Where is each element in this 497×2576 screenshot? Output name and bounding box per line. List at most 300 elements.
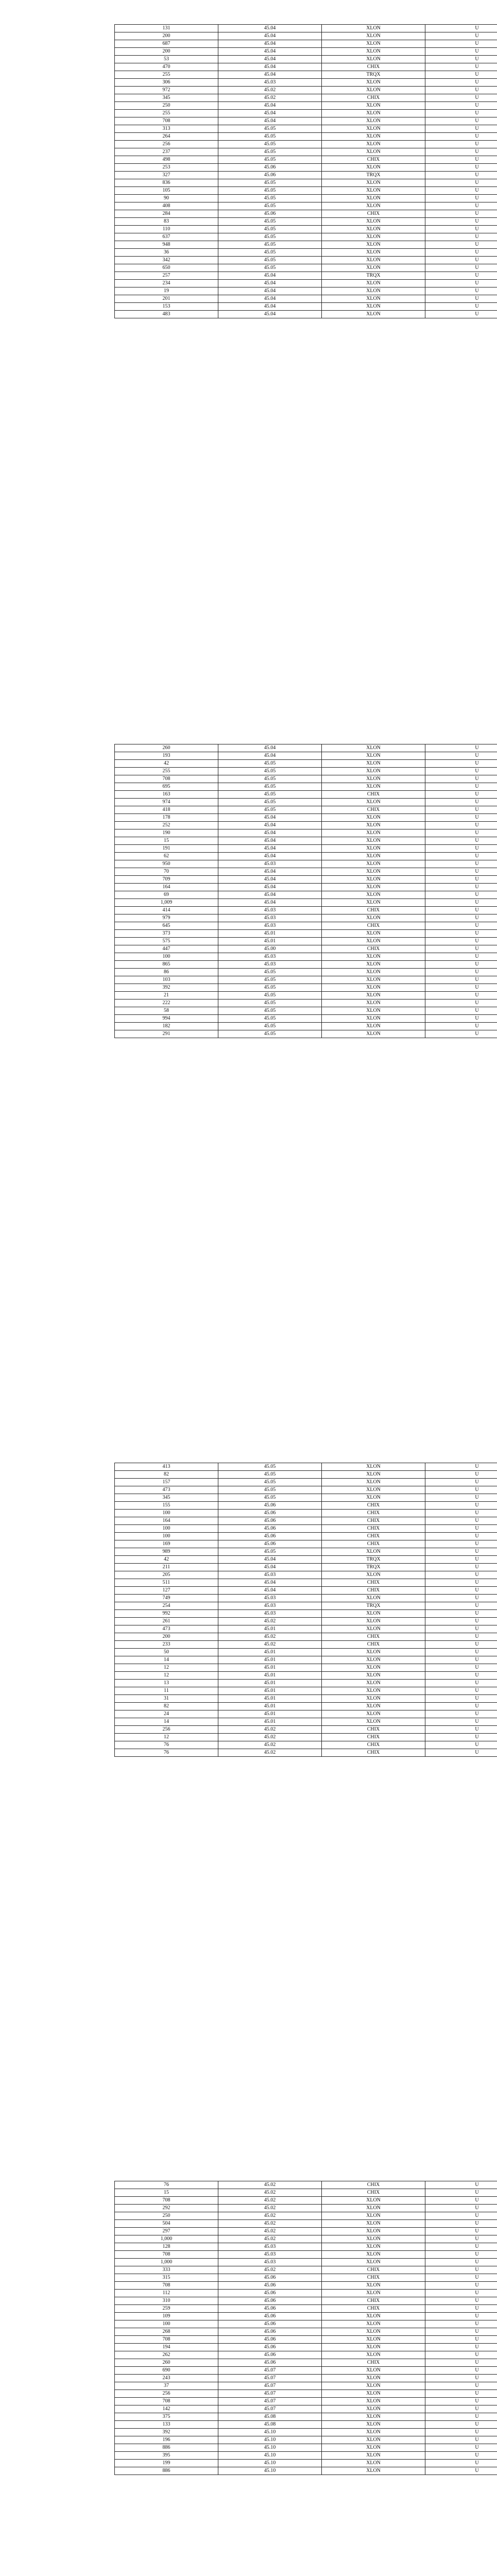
volume-cell: 989 xyxy=(115,1548,218,1556)
currency-cell: U xyxy=(425,914,497,922)
venue-cell: CHIX xyxy=(322,1510,425,1517)
price-cell: 45.03 xyxy=(218,1571,322,1579)
venue-cell: XLON xyxy=(322,1687,425,1695)
currency-cell: U xyxy=(425,938,497,945)
table-row xyxy=(115,1540,497,1548)
venue-cell: XLON xyxy=(322,992,425,999)
table-row xyxy=(115,2367,497,2375)
price-cell: 45.06 xyxy=(218,1533,322,1540)
price-cell: 45.05 xyxy=(218,195,322,202)
venue-cell: XLON xyxy=(322,752,425,760)
venue-cell: XLON xyxy=(322,837,425,845)
venue-cell: XLON xyxy=(322,860,425,868)
venue-cell: TRQX xyxy=(322,1602,425,1610)
table-row xyxy=(115,226,497,233)
currency-cell: U xyxy=(425,2235,497,2243)
table-row xyxy=(115,999,497,1007)
volume-cell: 53 xyxy=(115,56,218,63)
volume-cell: 708 xyxy=(115,2398,218,2405)
venue-cell: XLON xyxy=(322,1007,425,1015)
table-row xyxy=(115,2189,497,2197)
table-row xyxy=(115,1525,497,1533)
venue-cell: XLON xyxy=(322,1595,425,1602)
table-row xyxy=(115,992,497,999)
table-row xyxy=(115,922,497,930)
price-cell: 45.07 xyxy=(218,2367,322,2375)
price-cell: 45.05 xyxy=(218,1494,322,1502)
currency-cell: U xyxy=(425,1656,497,1664)
price-cell: 45.01 xyxy=(218,1695,322,1703)
price-cell: 45.04 xyxy=(218,744,322,752)
volume-cell: 256 xyxy=(115,1726,218,1734)
venue-cell: XLON xyxy=(322,1471,425,1479)
price-cell: 45.05 xyxy=(218,179,322,187)
currency-cell: U xyxy=(425,1734,497,1741)
currency-cell: U xyxy=(425,1726,497,1734)
currency-cell: U xyxy=(425,1479,497,1486)
price-cell: 45.04 xyxy=(218,822,322,829)
price-cell: 45.05 xyxy=(218,249,322,257)
table-row xyxy=(115,1517,497,1525)
volume-cell: 100 xyxy=(115,953,218,961)
currency-cell: U xyxy=(425,210,497,218)
volume-cell: 24 xyxy=(115,1710,218,1718)
price-cell: 45.05 xyxy=(218,125,322,133)
table-row xyxy=(115,945,497,953)
volume-cell: 70 xyxy=(115,868,218,876)
price-cell: 45.08 xyxy=(218,2413,322,2421)
currency-cell: U xyxy=(425,241,497,249)
venue-cell: CHIX xyxy=(322,1579,425,1587)
price-cell: 45.10 xyxy=(218,2460,322,2467)
venue-cell: XLON xyxy=(322,1680,425,1687)
price-cell: 45.07 xyxy=(218,2405,322,2413)
table-row xyxy=(115,2259,497,2266)
table-row xyxy=(115,1548,497,1556)
volume-cell: 15 xyxy=(115,837,218,845)
table-row xyxy=(115,1680,497,1687)
price-cell: 45.06 xyxy=(218,164,322,172)
currency-cell: U xyxy=(425,1710,497,1718)
venue-cell: XLON xyxy=(322,1571,425,1579)
price-cell: 45.03 xyxy=(218,2251,322,2259)
currency-cell: U xyxy=(425,2328,497,2336)
volume-cell: 708 xyxy=(115,2282,218,2290)
table-row xyxy=(115,2413,497,2421)
price-cell: 45.05 xyxy=(218,799,322,806)
venue-cell: CHIX xyxy=(322,1533,425,1540)
table-row xyxy=(115,2429,497,2436)
currency-cell: U xyxy=(425,2297,497,2305)
venue-cell: XLON xyxy=(322,141,425,148)
price-cell: 45.06 xyxy=(218,2313,322,2320)
table-row xyxy=(115,2467,497,2475)
currency-cell: U xyxy=(425,1463,497,1471)
currency-cell: U xyxy=(425,2413,497,2421)
table-row xyxy=(115,280,497,287)
currency-cell: U xyxy=(425,775,497,783)
currency-cell: U xyxy=(425,2429,497,2436)
currency-cell: U xyxy=(425,1741,497,1749)
table-row xyxy=(115,249,497,257)
venue-cell: XLON xyxy=(322,226,425,233)
price-cell: 45.05 xyxy=(218,1030,322,1038)
venue-cell: XLON xyxy=(322,783,425,791)
venue-cell: XLON xyxy=(322,303,425,311)
price-cell: 45.02 xyxy=(218,1734,322,1741)
volume-cell: 14 xyxy=(115,1718,218,1726)
price-cell: 45.05 xyxy=(218,202,322,210)
volume-cell: 470 xyxy=(115,63,218,71)
currency-cell: U xyxy=(425,2266,497,2274)
table-row xyxy=(115,961,497,969)
price-cell: 45.02 xyxy=(218,2205,322,2212)
currency-cell: U xyxy=(425,2220,497,2228)
table-row xyxy=(115,1610,497,1618)
venue-cell: XLON xyxy=(322,845,425,853)
volume-cell: 250 xyxy=(115,2212,218,2220)
currency-cell: U xyxy=(425,2259,497,2266)
currency-cell: U xyxy=(425,1571,497,1579)
volume-cell: 243 xyxy=(115,2375,218,2382)
price-cell: 45.06 xyxy=(218,1517,322,1525)
venue-cell: CHIX xyxy=(322,1587,425,1595)
venue-cell: CHIX xyxy=(322,1641,425,1649)
venue-cell: XLON xyxy=(322,2413,425,2421)
volume-cell: 708 xyxy=(115,2251,218,2259)
venue-cell: XLON xyxy=(322,295,425,303)
volume-cell: 259 xyxy=(115,2305,218,2313)
venue-cell: XLON xyxy=(322,287,425,295)
venue-cell: XLON xyxy=(322,914,425,922)
currency-cell: U xyxy=(425,280,497,287)
volume-cell: 31 xyxy=(115,1695,218,1703)
price-cell: 45.04 xyxy=(218,845,322,853)
venue-cell: XLON xyxy=(322,2421,425,2429)
table-row xyxy=(115,1602,497,1610)
currency-cell: U xyxy=(425,853,497,860)
volume-cell: 201 xyxy=(115,295,218,303)
price-cell: 45.02 xyxy=(218,1741,322,1749)
volume-cell: 262 xyxy=(115,2351,218,2359)
venue-cell: XLON xyxy=(322,1015,425,1023)
table-row xyxy=(115,2359,497,2367)
venue-cell: XLON xyxy=(322,2405,425,2413)
table-row xyxy=(115,94,497,102)
currency-cell: U xyxy=(425,1641,497,1649)
venue-cell: XLON xyxy=(322,961,425,969)
price-cell: 45.05 xyxy=(218,156,322,164)
venue-cell: XLON xyxy=(322,829,425,837)
price-cell: 45.04 xyxy=(218,884,322,891)
volume-cell: 315 xyxy=(115,2274,218,2282)
price-cell: 45.05 xyxy=(218,775,322,783)
venue-cell: XLON xyxy=(322,1610,425,1618)
volume-cell: 182 xyxy=(115,1023,218,1030)
price-cell: 45.03 xyxy=(218,953,322,961)
currency-cell: U xyxy=(425,984,497,992)
venue-cell: XLON xyxy=(322,969,425,976)
price-cell: 45.06 xyxy=(218,1525,322,1533)
currency-cell: U xyxy=(425,922,497,930)
venue-cell: XLON xyxy=(322,1672,425,1680)
price-cell: 45.03 xyxy=(218,914,322,922)
price-cell: 45.04 xyxy=(218,40,322,48)
venue-cell: TRQX xyxy=(322,1556,425,1564)
table-row xyxy=(115,938,497,945)
table-row xyxy=(115,1656,497,1664)
price-cell: 45.06 xyxy=(218,2297,322,2305)
table-row xyxy=(115,2328,497,2336)
table-row xyxy=(115,202,497,210)
venue-cell: CHIX xyxy=(322,156,425,164)
price-cell: 45.01 xyxy=(218,1649,322,1656)
table-row xyxy=(115,2290,497,2297)
price-cell: 45.04 xyxy=(218,1579,322,1587)
venue-cell: XLON xyxy=(322,976,425,984)
currency-cell: U xyxy=(425,837,497,845)
volume-cell: 169 xyxy=(115,1540,218,1548)
venue-cell: XLON xyxy=(322,2320,425,2328)
venue-cell: XLON xyxy=(322,179,425,187)
table-row xyxy=(115,744,497,752)
currency-cell: U xyxy=(425,110,497,117)
volume-cell: 200 xyxy=(115,1633,218,1641)
venue-cell: CHIX xyxy=(322,63,425,71)
table-row xyxy=(115,2444,497,2452)
venue-cell: XLON xyxy=(322,1023,425,1030)
venue-cell: XLON xyxy=(322,1625,425,1633)
venue-cell: CHIX xyxy=(322,2266,425,2274)
volume-cell: 992 xyxy=(115,1610,218,1618)
trade-table xyxy=(114,24,497,318)
price-cell: 45.05 xyxy=(218,791,322,799)
price-cell: 45.10 xyxy=(218,2444,322,2452)
venue-cell: XLON xyxy=(322,218,425,226)
table-row xyxy=(115,1587,497,1595)
venue-cell: XLON xyxy=(322,2205,425,2212)
volume-cell: 310 xyxy=(115,2297,218,2305)
currency-cell: U xyxy=(425,2436,497,2444)
currency-cell: U xyxy=(425,1525,497,1533)
currency-cell: U xyxy=(425,930,497,938)
venue-cell: TRQX xyxy=(322,71,425,79)
venue-cell: XLON xyxy=(322,2351,425,2359)
table-row xyxy=(115,164,497,172)
table-row xyxy=(115,179,497,187)
venue-cell: XLON xyxy=(322,2290,425,2297)
price-cell: 45.06 xyxy=(218,2305,322,2313)
table-row xyxy=(115,233,497,241)
currency-cell: U xyxy=(425,2305,497,2313)
table-row xyxy=(115,1463,497,1471)
table-row xyxy=(115,303,497,311)
volume-cell: 1,009 xyxy=(115,899,218,907)
volume-cell: 178 xyxy=(115,814,218,822)
venue-cell: XLON xyxy=(322,822,425,829)
table-row xyxy=(115,63,497,71)
volume-cell: 256 xyxy=(115,141,218,148)
table-row xyxy=(115,1595,497,1602)
venue-cell: XLON xyxy=(322,984,425,992)
volume-cell: 250 xyxy=(115,102,218,110)
venue-cell: XLON xyxy=(322,1656,425,1664)
table-row xyxy=(115,2266,497,2274)
volume-cell: 255 xyxy=(115,110,218,117)
price-cell: 45.05 xyxy=(218,241,322,249)
table-row xyxy=(115,148,497,156)
currency-cell: U xyxy=(425,768,497,775)
table-row xyxy=(115,1618,497,1625)
table-row xyxy=(115,1533,497,1540)
price-cell: 45.05 xyxy=(218,1015,322,1023)
volume-cell: 76 xyxy=(115,2181,218,2189)
table-row xyxy=(115,976,497,984)
table-row xyxy=(115,210,497,218)
volume-cell: 133 xyxy=(115,2421,218,2429)
table-row xyxy=(115,1695,497,1703)
table-row xyxy=(115,218,497,226)
currency-cell: U xyxy=(425,1695,497,1703)
trade-table xyxy=(114,2181,497,2475)
table-row xyxy=(115,25,497,32)
table-row xyxy=(115,110,497,117)
currency-cell: U xyxy=(425,2181,497,2189)
price-cell: 45.01 xyxy=(218,1672,322,1680)
table-row xyxy=(115,2313,497,2320)
table-row xyxy=(115,2398,497,2405)
venue-cell: XLON xyxy=(322,891,425,899)
currency-cell: U xyxy=(425,2382,497,2390)
volume-cell: 690 xyxy=(115,2367,218,2375)
volume-cell: 157 xyxy=(115,1479,218,1486)
price-cell: 45.01 xyxy=(218,1710,322,1718)
table-row xyxy=(115,1633,497,1641)
venue-cell: XLON xyxy=(322,2398,425,2405)
currency-cell: U xyxy=(425,845,497,853)
volume-cell: 252 xyxy=(115,822,218,829)
venue-cell: XLON xyxy=(322,2390,425,2398)
venue-cell: CHIX xyxy=(322,806,425,814)
volume-cell: 708 xyxy=(115,117,218,125)
table-row xyxy=(115,953,497,961)
price-cell: 45.06 xyxy=(218,1510,322,1517)
price-cell: 45.06 xyxy=(218,2344,322,2351)
volume-cell: 473 xyxy=(115,1486,218,1494)
currency-cell: U xyxy=(425,799,497,806)
venue-cell: XLON xyxy=(322,257,425,264)
volume-cell: 886 xyxy=(115,2444,218,2452)
table-row xyxy=(115,141,497,148)
price-cell: 45.05 xyxy=(218,999,322,1007)
volume-cell: 972 xyxy=(115,87,218,94)
volume-cell: 100 xyxy=(115,2320,218,2328)
table-row xyxy=(115,125,497,133)
venue-cell: XLON xyxy=(322,2344,425,2351)
volume-cell: 256 xyxy=(115,2390,218,2398)
currency-cell: U xyxy=(425,2336,497,2344)
volume-cell: 260 xyxy=(115,2359,218,2367)
volume-cell: 254 xyxy=(115,1602,218,1610)
venue-cell: XLON xyxy=(322,32,425,40)
currency-cell: U xyxy=(425,1564,497,1571)
venue-cell: CHIX xyxy=(322,1741,425,1749)
volume-cell: 105 xyxy=(115,187,218,195)
table-row xyxy=(115,1571,497,1579)
price-cell: 45.06 xyxy=(218,1540,322,1548)
venue-cell: CHIX xyxy=(322,907,425,914)
volume-cell: 21 xyxy=(115,992,218,999)
volume-cell: 392 xyxy=(115,2429,218,2436)
currency-cell: U xyxy=(425,1664,497,1672)
venue-cell: XLON xyxy=(322,868,425,876)
currency-cell: U xyxy=(425,32,497,40)
venue-cell: XLON xyxy=(322,2467,425,2475)
currency-cell: U xyxy=(425,1030,497,1038)
trade-table-block-1 xyxy=(114,24,497,318)
price-cell: 45.04 xyxy=(218,1564,322,1571)
currency-cell: U xyxy=(425,1618,497,1625)
venue-cell: XLON xyxy=(322,241,425,249)
venue-cell: XLON xyxy=(322,930,425,938)
currency-cell: U xyxy=(425,2351,497,2359)
venue-cell: CHIX xyxy=(322,2359,425,2367)
currency-cell: U xyxy=(425,272,497,280)
volume-cell: 255 xyxy=(115,768,218,775)
volume-cell: 42 xyxy=(115,1556,218,1564)
price-cell: 45.05 xyxy=(218,1023,322,1030)
table-row xyxy=(115,760,497,768)
venue-cell: CHIX xyxy=(322,1726,425,1734)
currency-cell: U xyxy=(425,2243,497,2251)
price-cell: 45.06 xyxy=(218,1502,322,1510)
volume-cell: 708 xyxy=(115,2336,218,2344)
price-cell: 45.06 xyxy=(218,210,322,218)
table-row xyxy=(115,2336,497,2344)
currency-cell: U xyxy=(425,1687,497,1695)
currency-cell: U xyxy=(425,1595,497,1602)
price-cell: 45.02 xyxy=(218,1633,322,1641)
volume-cell: 264 xyxy=(115,133,218,141)
volume-cell: 205 xyxy=(115,1571,218,1579)
venue-cell: XLON xyxy=(322,1548,425,1556)
venue-cell: CHIX xyxy=(322,2297,425,2305)
currency-cell: U xyxy=(425,179,497,187)
volume-cell: 261 xyxy=(115,1618,218,1625)
volume-cell: 498 xyxy=(115,156,218,164)
currency-cell: U xyxy=(425,814,497,822)
volume-cell: 483 xyxy=(115,311,218,318)
volume-cell: 200 xyxy=(115,32,218,40)
table-row xyxy=(115,2274,497,2282)
volume-cell: 19 xyxy=(115,287,218,295)
volume-cell: 418 xyxy=(115,806,218,814)
venue-cell: XLON xyxy=(322,1618,425,1625)
table-row xyxy=(115,1672,497,1680)
table-row xyxy=(115,984,497,992)
price-cell: 45.04 xyxy=(218,110,322,117)
currency-cell: U xyxy=(425,829,497,837)
currency-cell: U xyxy=(425,48,497,56)
table-row xyxy=(115,117,497,125)
volume-cell: 408 xyxy=(115,202,218,210)
table-row xyxy=(115,102,497,110)
volume-cell: 11 xyxy=(115,1687,218,1695)
table-row xyxy=(115,172,497,179)
venue-cell: XLON xyxy=(322,799,425,806)
venue-cell: CHIX xyxy=(322,922,425,930)
venue-cell: XLON xyxy=(322,2436,425,2444)
